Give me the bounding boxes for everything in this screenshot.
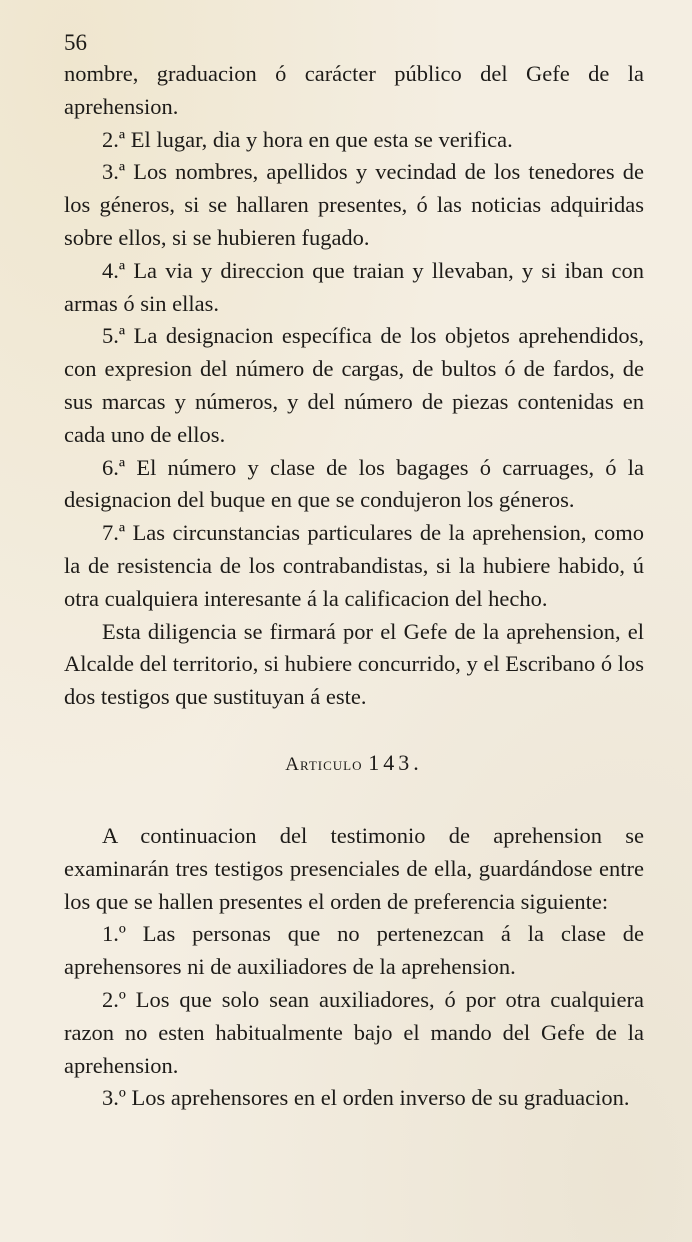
article-heading	[64, 748, 644, 780]
list-item	[64, 320, 644, 451]
list-item	[64, 984, 644, 1082]
text-block	[64, 58, 644, 1115]
item-number: 7.ª	[102, 520, 126, 546]
article-number: 143.	[368, 749, 423, 775]
list-item	[64, 156, 644, 254]
item-text: La designacion específica de los objetos aprehendidos, con expresion del número de cargas, de bultos ó de fardos, de sus marcas y números, y del número de piezas contenidas en cada uno de ellos.	[64, 323, 644, 447]
item-number: 2.ª	[102, 126, 126, 152]
list-item	[64, 255, 644, 321]
list-item	[64, 918, 644, 984]
intro-paragraph: A continuacion del testimonio de aprehension se examinarán tres testigos presenciales de ella, guardándose entre los que se hallen presentes el orden de preferencia siguiente:	[64, 822, 644, 914]
list-item	[64, 1082, 644, 1115]
item-number: 1.º	[102, 921, 126, 947]
closing-paragraph: Esta diligencia se firmará por el Gefe de la aprehension, el Alcalde del territorio, si hubiere concurrido, y el Escribano ó los dos testigos que sustituyan á este.	[64, 618, 644, 710]
item-text: El lugar, dia y hora en que esta se verifica.	[130, 126, 513, 152]
item-number: 3.ª	[102, 159, 126, 185]
item-number: 2.º	[102, 986, 126, 1012]
item-text: Las circunstancias particulares de la aprehension, como la de resistencia de los contrabandistas, si la hubiere habido, ú otra cualquiera interesante á la calificacion del hecho.	[64, 520, 645, 611]
item-text: Los que solo sean auxiliadores, ó por otra cualquiera razon no esten habitualmente bajo el mando del Gefe de la aprehension.	[64, 986, 645, 1078]
list-item	[64, 517, 644, 615]
item-number: 6.ª	[102, 454, 126, 480]
list-item	[64, 124, 644, 157]
article-label: Articulo	[285, 753, 363, 775]
item-text: Los aprehensores en el orden inverso de su graduacion.	[131, 1085, 630, 1111]
item-text: La via y direccion que traian y llevaban, y si iban con armas ó sin ellas.	[64, 257, 645, 316]
item-number: 4.ª	[102, 257, 126, 283]
item-text: El número y clase de los bagages ó carruages, ó la designacion del buque en que se condujeron los géneros.	[64, 454, 645, 513]
item-text: Los nombres, apellidos y vecindad de los tenedores de los géneros, si se hallaren presentes, ó las noticias adquiridas sobre ellos, si se hubieren fugado.	[64, 159, 644, 250]
continuation-paragraph: nombre, graduacion ó carácter público del Gefe de la aprehension.	[64, 61, 644, 119]
list-item	[64, 452, 644, 518]
item-text: Las personas que no pertenezcan á la clase de aprehensores ni de auxiliadores de la aprehension.	[64, 921, 645, 980]
item-number: 5.ª	[102, 323, 126, 349]
page-number: 56	[64, 30, 87, 55]
item-number: 3.º	[102, 1085, 126, 1111]
